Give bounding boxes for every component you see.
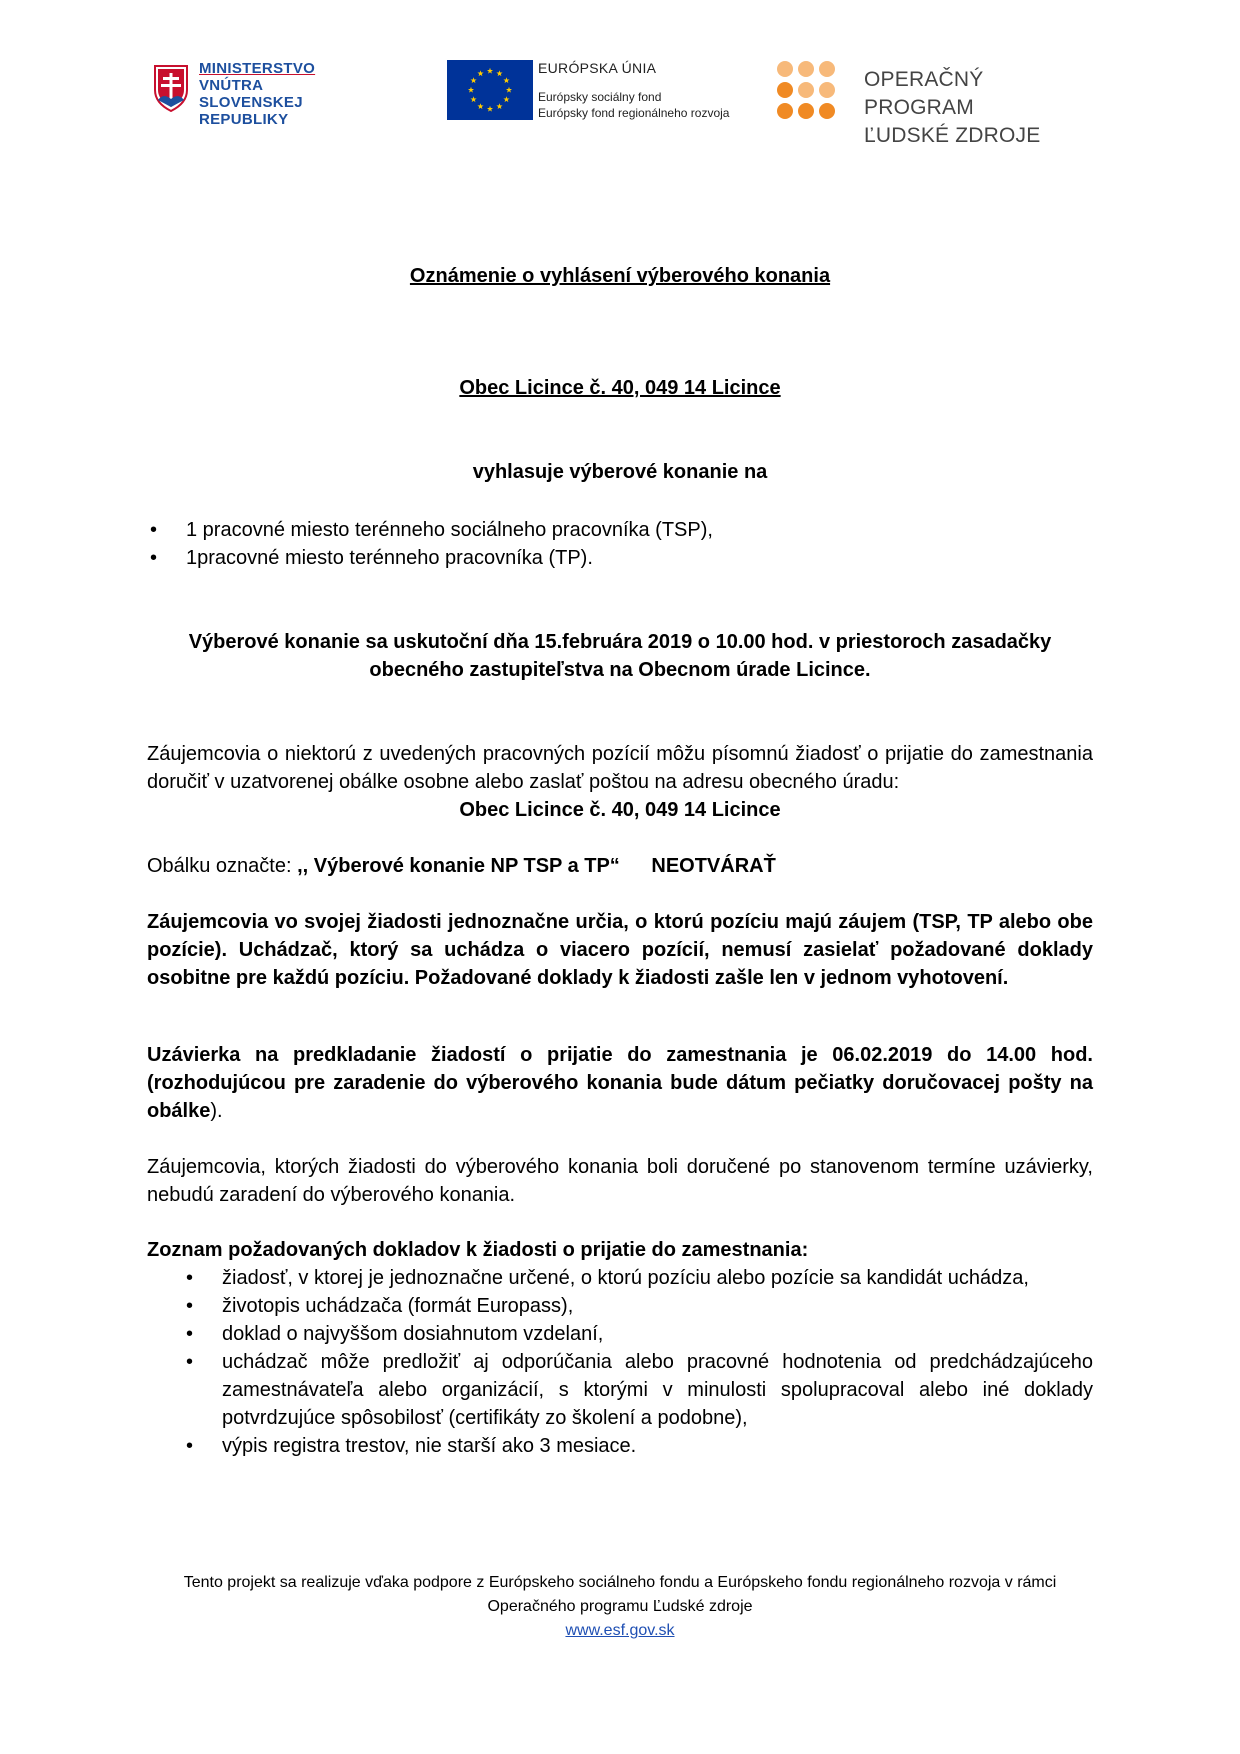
document-text: doklad o najvyššom dosiahnutom vzdelaní, [222,1323,604,1345]
orange-dot-icon [819,82,835,98]
eu-line3: Európsky fond regionálneho rozvoja [538,106,730,120]
documents-heading: Zoznam požadovaných dokladov k žiadosti o prijatie do zamestnania: [147,1239,809,1261]
orange-dot-icon [777,61,793,77]
deadline-paragraph [147,1041,1093,1125]
positions-list [150,516,1086,572]
op-logo [776,60,1096,147]
position-note: Záujemcovia vo svojej žiadosti jednoznačne určia, o ktorú pozíciu majú záujem (TSP, TP alebo obe pozície). Uchádzač, ktorý sa uchádza o viacero pozícií, nemusí zasielať požadované doklady osobitne pre každú pozíciu. Požadované doklady k žiadosti zašle len v jednom vyhotovení. [147,911,1093,989]
position-text: 1pracovné miesto terénneho pracovníka (TP). [186,547,593,569]
op-line1: OPERAČNÝ PROGRAM [864,68,984,119]
envelope-marking: ,, Výberové konanie NP TSP a TP“ [297,855,620,877]
footer-line1: Tento projekt sa realizuje vďaka podpore z Európskeho sociálneho fondu a Európskeho fondu regionálneho rozvoja v rámci [183,1574,1057,1591]
ministry-line3: SLOVENSKEJ REPUBLIKY [199,94,303,128]
footer-line2: Operačného programu Ľudské zdroje [487,1598,753,1615]
bullet-icon: • [186,1435,194,1457]
announces-heading: vyhlasuje výberové konanie na [472,461,768,483]
orange-dot-icon [819,61,835,77]
orange-dot-icon [777,103,793,119]
deadline-text: Uzávierka na predkladanie žiadostí o prijatie do zamestnania je 06.02.2019 do 14.00 hod. (rozhodujúcou pre zaradenie do výberového konania bude dátum pečiatky doručovacej pošty na obálke [147,1044,1093,1122]
eu-text [538,60,729,121]
list-item [186,1348,1093,1432]
document-text: výpis registra trestov, nie starší ako 3 mesiace. [222,1435,637,1457]
eu-line1: EURÓPSKA ÚNIA [538,60,657,76]
envelope-line [147,852,1093,880]
employer-heading: Obec Licince č. 40, 049 14 Licince [459,377,781,399]
position-text: 1 pracovné miesto terénneho sociálneho pracovníka (TSP), [186,519,713,541]
bullet-icon: • [186,1323,194,1345]
eu-line2: Európsky sociálny fond [538,90,662,104]
late-notice: Záujemcovia, ktorých žiadosti do výberového konania boli doručené po stanovenom termíne uzávierky, nebudú zaradení do výberového konania. [147,1156,1093,1206]
op-text [864,66,1096,150]
esf-link[interactable]: www.esf.gov.sk [565,1622,675,1639]
ministry-name [199,60,390,128]
bullet-icon: • [150,547,158,569]
list-item [150,544,1086,572]
deadline-tail: ). [210,1100,223,1122]
eu-logo [447,60,747,124]
document-text: uchádzač môže predložiť aj odporúčania alebo pracovné hodnotenia od predchádzajúceho zamestnávateľa alebo organizácií, s ktorými v minulosti spolupracoval alebo iné doklady potvrdzujúce spôsobilosť (certifikáty zo školení a podobne), [222,1351,1093,1429]
bullet-icon: • [150,519,158,541]
op-line2: ĽUDSKÉ ZDROJE [864,124,1041,147]
envelope-label: Obálku označte: [147,855,292,877]
event-line1: Výberové konanie sa uskutoční dňa 15.februára 2019 o 10.00 hod. v priestoroch zasadačky [188,631,1052,653]
list-item [186,1292,1093,1320]
ministry-logo [150,60,390,128]
envelope-warning: NEOTVÁRAŤ [651,855,776,877]
slovak-coat-of-arms-icon [153,64,189,112]
eu-flag-icon [447,60,533,120]
orange-dots-icon [776,60,838,122]
application-address: Obec Licince č. 40, 049 14 Licince [459,799,781,821]
orange-dot-icon [777,82,793,98]
ministry-line1: MINISTERSTVO [199,60,316,77]
list-item [186,1264,1093,1292]
bullet-icon: • [186,1267,194,1289]
list-item [150,516,1086,544]
orange-dot-icon [798,103,814,119]
orange-dot-icon [798,61,814,77]
orange-dot-icon [819,103,835,119]
event-line2: obecného zastupiteľstva na Obecnom úrade Licince. [369,659,871,681]
footer [140,1571,1100,1643]
orange-dot-icon [798,82,814,98]
ministry-line2: VNÚTRA [199,77,264,94]
list-item [186,1320,1093,1348]
documents-list [186,1264,1093,1460]
bullet-icon: • [186,1351,194,1373]
application-text: Záujemcovia o niektorú z uvedených pracovných pozícií môžu písomnú žiadosť o prijatie do zamestnania doručiť v uzatvorenej obálke osobne alebo zaslať poštou na adresu obecného úradu: [147,743,1093,793]
document-text: žiadosť, v ktorej je jednoznačne určené, o ktorú pozíciu alebo pozície sa kandidát uchádza, [222,1267,1029,1289]
document-text: životopis uchádzača (formát Europass), [222,1295,574,1317]
bullet-icon: • [186,1295,194,1317]
list-item [186,1432,1093,1460]
event-info [140,628,1100,684]
page-title: Oznámenie o vyhlásení výberového konania [409,265,831,287]
